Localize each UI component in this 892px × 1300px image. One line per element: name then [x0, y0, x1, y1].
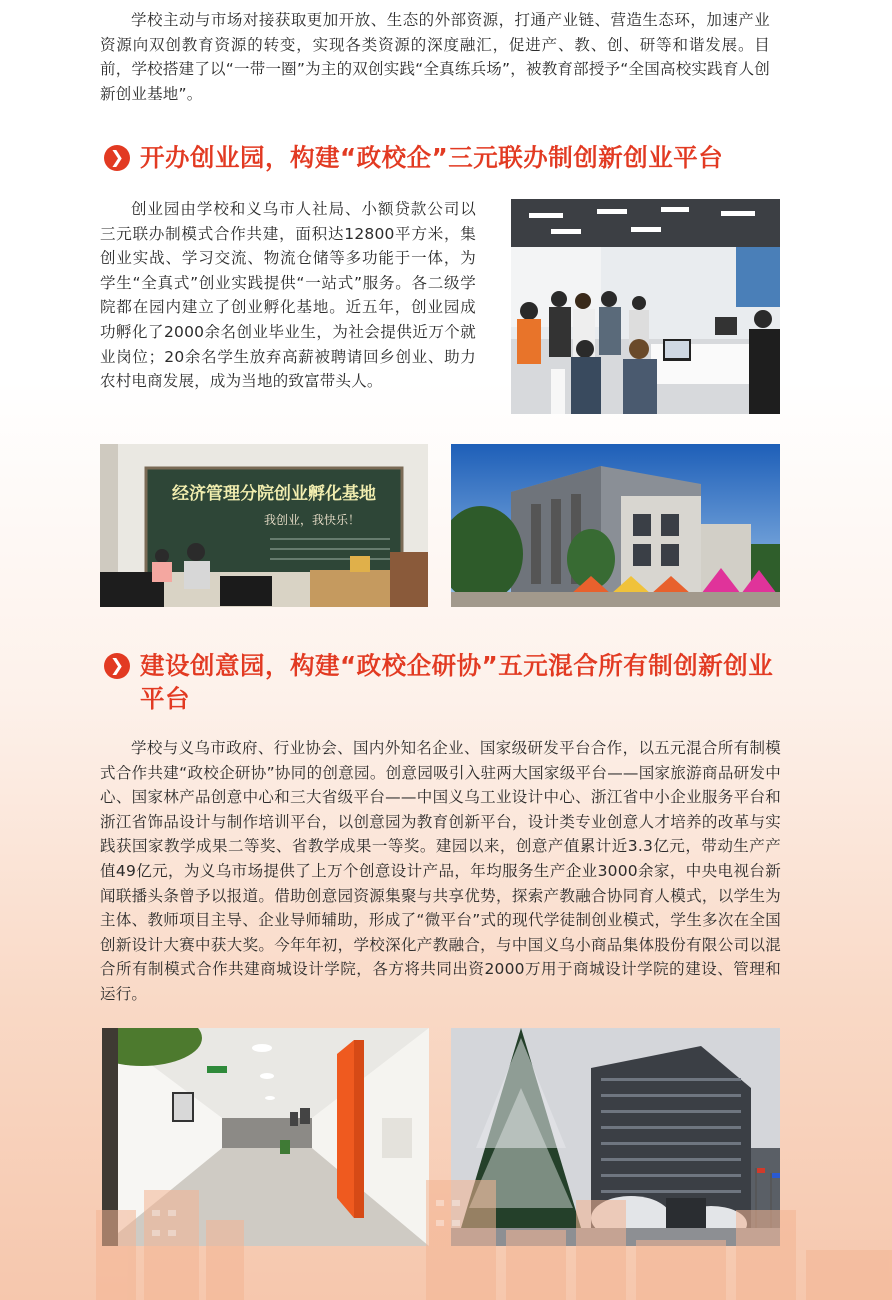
- section1-heading-text: 开办创业园，构建“政校企”三元联办制创新创业平台: [140, 143, 724, 172]
- section1-heading: [104, 141, 795, 174]
- section2-heading: [104, 649, 795, 715]
- chevron-right-circle-icon: ❯: [104, 653, 130, 679]
- intro-paragraph: 学校主动与市场对接获取更加开放、生态的外部资源，打通产业链、营造生态环，加速产业资源向双创教育资源的转变，实现各类资源的深度融汇，促进产、教、创、研等和谐发展。目前，学校搭建了以“一带一圈”为主的双创实践“全真练兵场”，被教育部授予“全国高校实践育人创新创业基地”。: [100, 11, 770, 103]
- incubator-blackboard-photo: [100, 444, 428, 607]
- background-skyline-decoration: [96, 1150, 892, 1300]
- section2-heading-text: 建设创意园，构建“政校企研协”五元混合所有制创新创业平台: [140, 651, 774, 713]
- blackboard-title: 经济管理分院创业孵化基地: [172, 484, 376, 504]
- startup-park-building-photo: [451, 444, 780, 607]
- startup-park-office-photo: [511, 199, 780, 414]
- blackboard-subtitle: 我创业，我快乐！: [263, 513, 361, 527]
- chevron-right-circle-icon: ❯: [104, 145, 130, 171]
- section1-paragraph: 创业园由学校和义乌市人社局、小额贷款公司以三元联办制模式合作共建，面积达12800平方米，集创业实战、学习交流、物流仓储等多功能于一体，为学生“全真式”创业实践提供“一站式”服务。各二级学院都在园内建立了创业孵化基地。近五年，创业园成功孵化了2000余名创业毕业生，为社会提供近万个就业岗位；20余名学生放弃高薪被聘请回乡创业、助力农村电商发展，成为当地的致富带头人。: [100, 200, 476, 391]
- section2-paragraph: 学校与义乌市政府、行业协会、国内外知名企业、国家级研发平台合作，以五元混合所有制模式合作共建“政校企研协”协同的创意园。创意园吸引入驻两大国家级平台——国家旅游商品研发中心、国家林产品创意中心和三大省级平台——中国义乌工业设计中心、浙江省中小企业服务平台和浙江省饰品设计与制作培训平台，以创意园为教育创新平台，设计类专业创意人才培养的改革与实践获国家教学成果二等奖、省教学成果一等奖。建园以来，创意产值累计近3.3亿元，带动生产产值49亿元，为义乌市场提供了上万个创意设计产品，年均服务生产企业3000余家，中央电视台新闻联播头条曾予以报道。借助创意园资源集聚与共享优势，探索产教融合协同育人模式，以学生为主体、教师项目主导、企业导师辅助，形成了“微平台”式的现代学徒制创业模式，学生多次在全国创新设计大赛中获大奖。今年年初，学校深化产教融合，与中国义乌小商品集体股份有限公司以混合所有制模式合作共建商城设计学院，各方将共同出资2000万用于商城设计学院的建设、管理和运行。: [100, 739, 781, 1003]
